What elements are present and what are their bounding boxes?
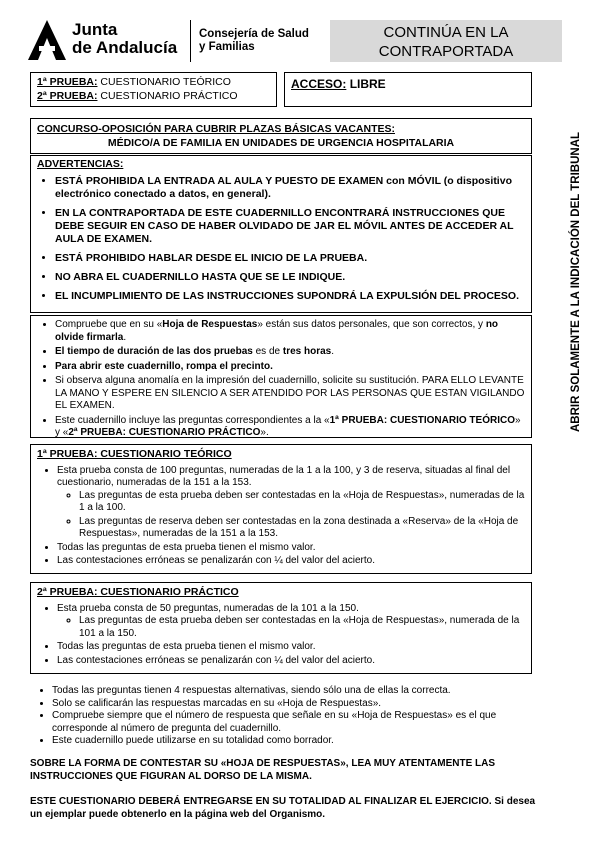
logo-line1: Junta [72, 20, 118, 39]
section-1-item: • Todas las preguntas de esta prueba tienen el mismo valor. [57, 542, 525, 555]
section-2-box [30, 582, 532, 674]
prueba-1 [37, 75, 270, 89]
advertencia-item: • NO ABRA EL CUADERNILLO HASTA QUE SE LE INDIQUE. [55, 271, 525, 284]
section-1-box [30, 444, 532, 574]
advertencias-list [37, 175, 525, 303]
cover-notice [330, 20, 562, 62]
vertical-notice-text: ABRIR SOLAMENTE A LA INDICACIÓN DEL TRIBUNAL [570, 131, 582, 433]
logo-line2: de Andalucía [72, 38, 178, 57]
junta-logo-icon [28, 20, 66, 60]
section-2-list [37, 603, 525, 668]
junta-andalucia-logo [28, 18, 193, 62]
section-1-heading: 1ª PRUEBA: CUESTIONARIO TEÓRICO [37, 448, 232, 460]
general-item: • Este cuadernillo puede utilizarse en su totalidad como borrador. [52, 735, 532, 748]
section-1-subitem: ◦ Las preguntas de esta prueba deben ser contestadas en la «Hoja de Respuestas», numeradas de la 1 a la 100. [79, 490, 525, 515]
advertencia-item: • EL INCUMPLIMIENTO DE LAS INSTRUCCIONES SUPONDRÁ LA EXPULSIÓN DEL PROCESO. [55, 290, 525, 303]
info-item: • Si observa alguna anomalía en la impresión del cuadernillo, solicite su sustitución. PARA ELLO LEVANTE LA MANO Y ESPERE EN SILENCIO A SER ATENDIDO POR LAS PERSONAS QUE ESTAN VIGILANDO EL EXAMEN. [55, 375, 525, 413]
section-2-heading: 2ª PRUEBA: CUESTIONARIO PRÁCTICO [37, 586, 239, 598]
dept-line1: Consejería de Salud [199, 28, 309, 40]
section-1-item: • Las contestaciones erróneas se penalizarán con ¼ del valor del acierto. [57, 555, 525, 568]
prueba-2-value: CUESTIONARIO PRÁCTICO [100, 90, 238, 102]
general-instructions [30, 685, 532, 748]
advertencias-heading: ADVERTENCIAS: [37, 158, 124, 170]
prueba-1-label: 1ª PRUEBA: [37, 76, 98, 88]
info-item: • Para abrir este cuadernillo, rompa el precinto. [55, 361, 525, 374]
exam-title-line1: CONCURSO-OPOSICIÓN PARA CUBRIR PLAZAS BÁSICAS VACANTES: [37, 123, 395, 135]
pruebas-box [30, 72, 277, 107]
department-name [199, 28, 309, 54]
section-1-item: • Esta prueba consta de 100 preguntas, numeradas de la 1 a la 100, y 3 de reserva, situadas al final del cuestionario, numeradas de la 151 a la 153. ◦ Las preguntas de esta prueba deben ser contestadas en la «Hoja de Respuestas», numeradas de la 1 a la 100. ◦ Las preguntas de reserva deben ser contestadas en la zona destinada a «Reserva» de la «Hoja de Respuestas», numeradas de la 151 a la 153. [57, 465, 525, 541]
exam-title-line2: MÉDICO/A DE FAMILIA EN UNIDADES DE URGENCIA HOSPITALARIA [107, 137, 455, 149]
section-1-subitem: ◦ Las preguntas de reserva deben ser contestadas en la zona destinada a «Reserva» de la «Hoja de Respuestas», numeradas de la 151 a la 153. [79, 516, 525, 541]
general-item: • Todas las preguntas tienen 4 respuestas alternativas, siendo sólo una de ellas la correcta. [52, 685, 532, 698]
section-2-subitem: ◦ Las preguntas de esta prueba deben ser contestadas en la «Hoja de Respuestas», numerada de la 101 a la 150. [79, 615, 525, 640]
general-list [30, 685, 532, 748]
acceso-label: ACCESO: [291, 77, 347, 91]
general-item: • Compruebe siempre que el número de respuesta que señale en su «Hoja de Respuestas» es el que corresponde al número de pregunta del cuadernillo. [52, 710, 532, 735]
header-divider [190, 20, 191, 62]
section-2-item: • Las contestaciones erróneas se penalizarán con ¼ del valor del acierto. [57, 655, 525, 668]
info-list [37, 319, 525, 440]
acceso-box [284, 72, 532, 107]
general-item: • Solo se calificarán las respuestas marcadas en su «Hoja de Respuestas». [52, 698, 532, 711]
prueba-1-value: CUESTIONARIO TEÓRICO [100, 76, 231, 88]
advertencia-item: • ESTÁ PROHIBIDO HABLAR DESDE EL INICIO DE LA PRUEBA. [55, 252, 525, 265]
advertencias-box [30, 155, 532, 313]
final-note-1: SOBRE LA FORMA DE CONTESTAR SU «HOJA DE RESPUESTAS», LEA MUY ATENTAMENTE LAS INSTRUCCIONES QUE FIGURAN AL DORSO DE LA MISMA. [30, 758, 496, 782]
info-item: • Compruebe que en su «Hoja de Respuestas» están sus datos personales, que son correctos, y no olvide firmarla. [55, 319, 525, 344]
cover-line1: CONTINÚA EN LA [383, 24, 509, 41]
advertencia-item: • ESTÁ PROHIBIDA LA ENTRADA AL AULA Y PUESTO DE EXAMEN con MÓVIL (o dispositivo electrónico conectado a datos, en general). [55, 175, 525, 201]
advertencia-item: • EN LA CONTRAPORTADA DE ESTE CUADERNILLO ENCONTRARÁ INSTRUCCIONES QUE DEBE SEGUIR EN CASO DE HABER OLVIDADO DE JAR EL MÓVIL ANTES DE ACCEDER AL AULA DE EXAMEN. [55, 207, 525, 246]
exam-title-box [30, 118, 532, 154]
prueba-2 [37, 89, 270, 103]
info-item: • El tiempo de duración de las dos pruebas es de tres horas. [55, 346, 525, 359]
section-2-item: • Esta prueba consta de 50 preguntas, numeradas de la 101 a la 150. ◦ Las preguntas de esta prueba deben ser contestadas en la «Hoja de Respuestas», numerada de la 101 a la 150. [57, 603, 525, 641]
info-box [30, 315, 532, 438]
section-2-item: • Todas las preguntas de esta prueba tienen el mismo valor. [57, 641, 525, 654]
final-note-2: ESTE CUESTIONARIO DEBERÁ ENTREGARSE EN SU TOTALIDAD AL FINALIZAR EL EJERCICIO. Si desea un ejemplar puede obtenerlo en la página web del Organismo. [30, 796, 536, 820]
acceso-value: LIBRE [349, 77, 386, 91]
cover-line2: CONTRAPORTADA [378, 43, 514, 60]
prueba-2-label: 2ª PRUEBA: [37, 90, 98, 102]
info-item: • Este cuadernillo incluye las preguntas correspondientes a la «1ª PRUEBA: CUESTIONARIO TEÓRICO» y «2ª PRUEBA: CUESTIONARIO PRÁCTICO». [55, 415, 525, 440]
dept-line2: y Familias [199, 41, 255, 53]
section-1-list [37, 465, 525, 568]
